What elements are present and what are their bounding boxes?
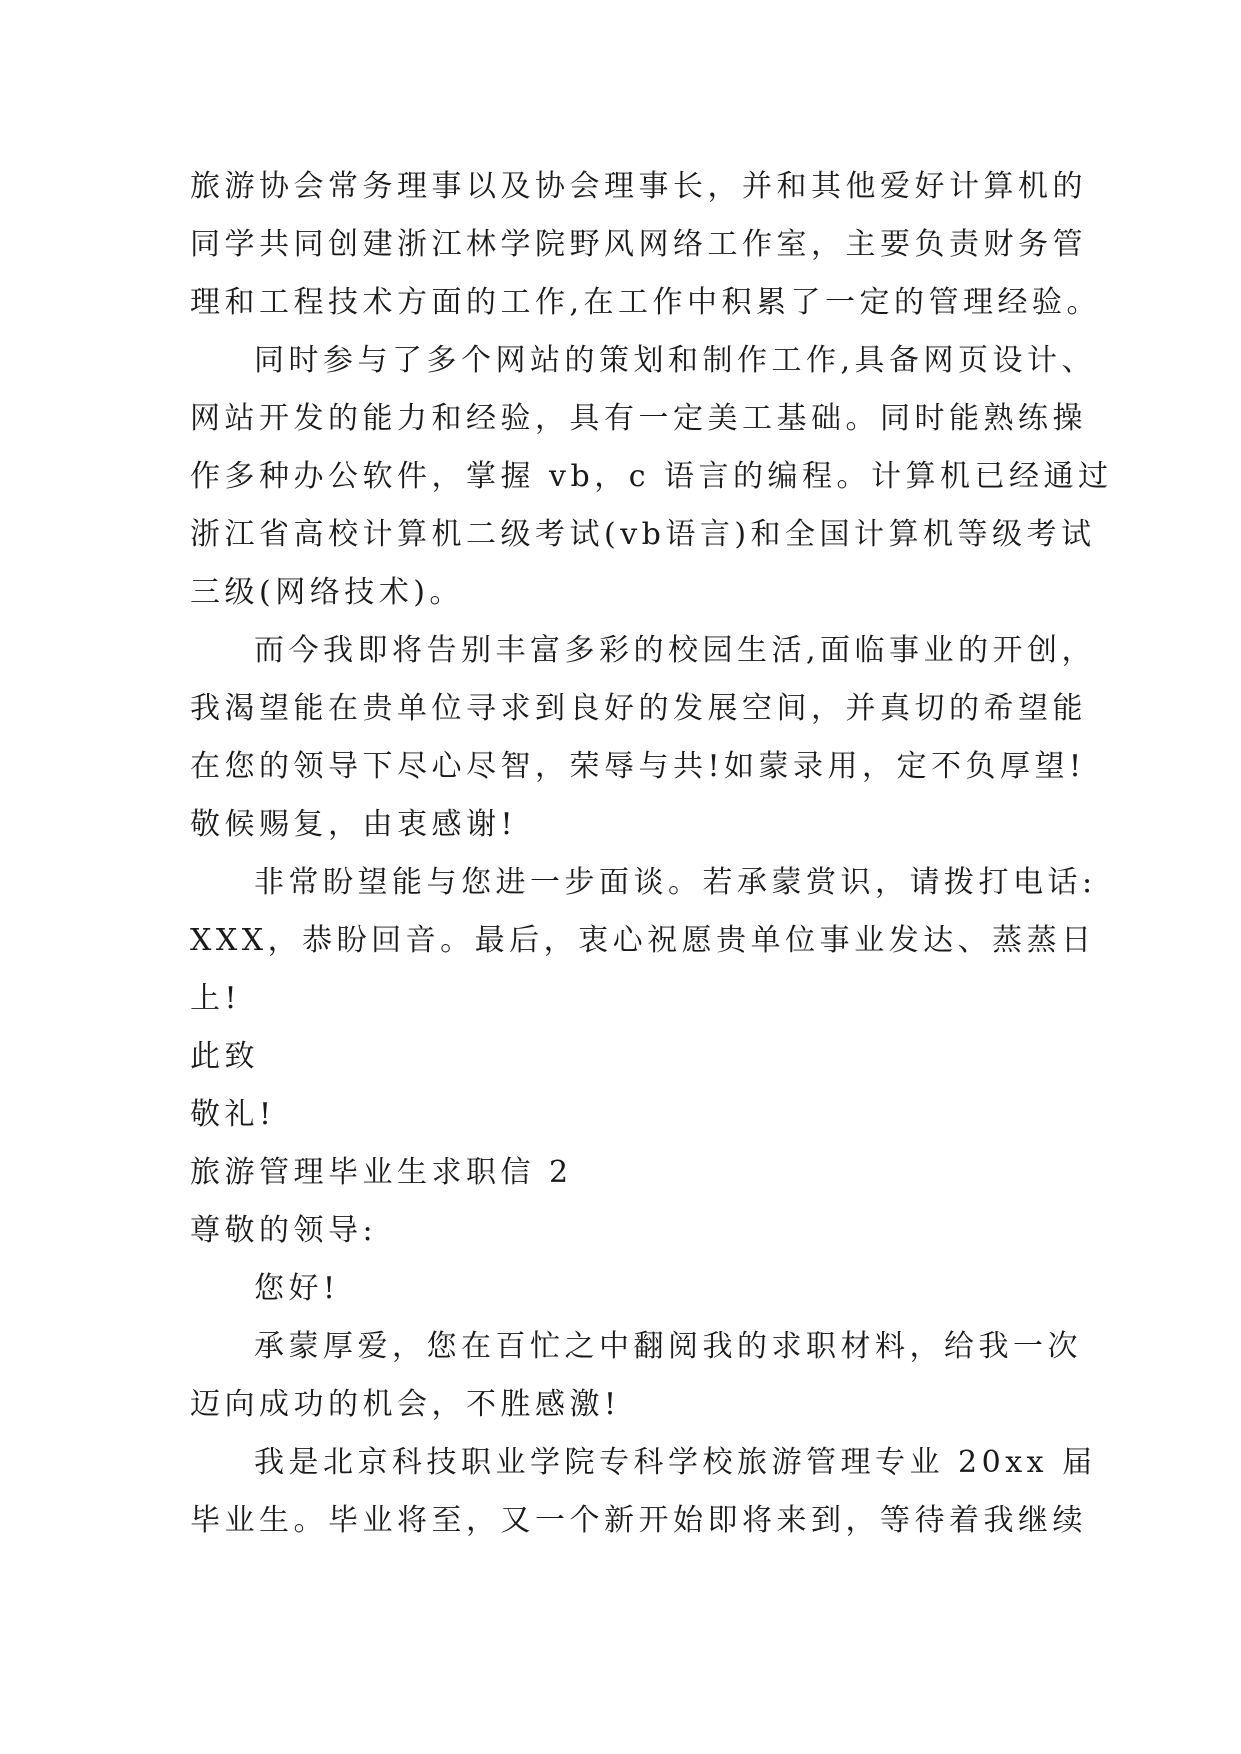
text-line: 我渴望能在贵单位寻求到良好的发展空间，并真切的希望能 — [190, 691, 1087, 726]
text-line: 旅游协会常务理事以及协会理事长，并和其他爱好计算机的 — [190, 169, 1087, 204]
salute-line: 敬礼! — [190, 1097, 276, 1132]
text-line: 上! — [190, 981, 242, 1016]
paragraph-first-line: 非常盼望能与您进一步面谈。若承蒙赏识，请拨打电话: — [254, 865, 1097, 900]
text-line: 同学共同创建浙江林学院野风网络工作室，主要负责财务管 — [190, 227, 1087, 262]
text-line: 理和工程技术方面的工作,在工作中积累了一定的管理经验。 — [190, 285, 1102, 320]
text-line: 迈向成功的机会，不胜感激! — [190, 1387, 621, 1422]
paragraph-first-line: 我是北京科技职业学院专科学校旅游管理专业 20xx 届 — [254, 1445, 1097, 1480]
text-line: 网站开发的能力和经验，具有一定美工基础。同时能熟练操 — [190, 401, 1087, 436]
paragraph-first-line: 同时参与了多个网站的策划和制作工作,具备网页设计、 — [254, 343, 1097, 378]
section-title: 旅游管理毕业生求职信 2 — [190, 1155, 573, 1190]
paragraph-first-line: 承蒙厚爱，您在百忙之中翻阅我的求职材料，给我一次 — [254, 1329, 1082, 1364]
closing-line: 此致 — [190, 1039, 259, 1074]
greeting: 您好! — [254, 1271, 340, 1306]
text-line: 在您的领导下尽心尽智，荣辱与共!如蒙录用，定不负厚望! — [190, 749, 1086, 784]
text-line: 浙江省高校计算机二级考试(vb语言)和全国计算机等级考试 — [190, 517, 1096, 552]
paragraph-first-line: 而今我即将告别丰富多彩的校园生活,面临事业的开创， — [254, 633, 1097, 668]
text-line: XXX，恭盼回音。最后，衷心祝愿贵单位事业发达、蒸蒸日 — [190, 923, 1096, 958]
text-line: 毕业生。毕业将至，又一个新开始即将来到，等待着我继续 — [190, 1503, 1087, 1538]
salutation: 尊敬的领导: — [190, 1213, 378, 1248]
text-line: 作多种办公软件，掌握 vb，c 语言的编程。计算机已经通过 — [190, 459, 1113, 494]
text-line: 三级(网络技术)。 — [190, 575, 464, 610]
text-line: 敬候赐复，由衷感谢! — [190, 807, 518, 842]
